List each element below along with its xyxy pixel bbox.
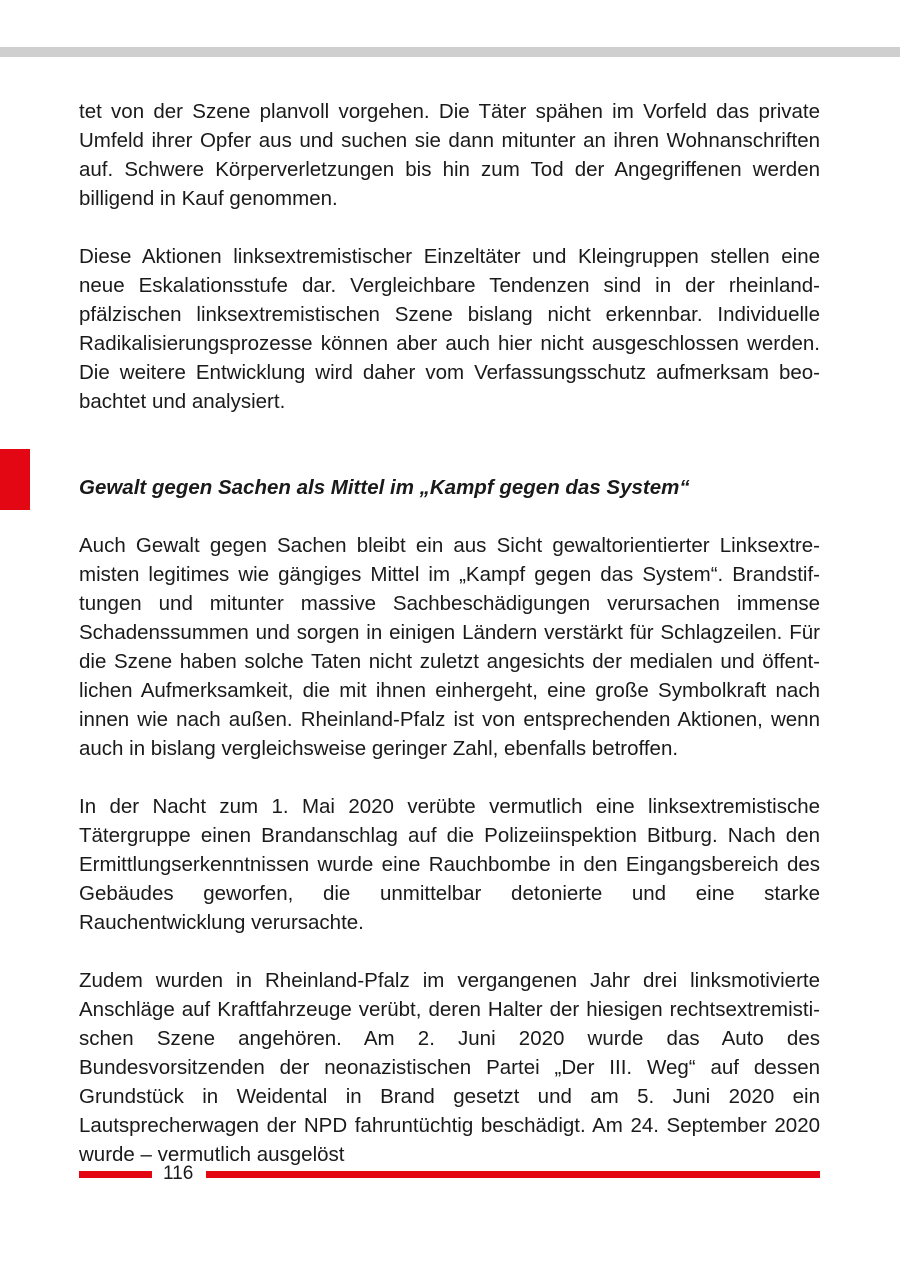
paragraph-3: Auch Gewalt gegen Sachen bleibt ein aus Sicht gewaltorientierter Linksextremisten legitimes wie gängiges Mittel im „Kampf gegen das System“. Brandstiftungen und mitunter massive Sachbeschädigungen verursachen immense Schadenssummen und sorgen in einigen Ländern verstärkt für Schlagzeilen. Für die Szene haben solche Taten nicht zuletzt angesichts der medialen und öffentlichen Aufmerksamkeit, die mit ihnen einhergeht, eine große Symbolkraft nach innen wie nach außen. Rheinland-Pfalz ist von entsprechenden Aktionen, wenn auch in bislang vergleichsweise geringer Zahl, ebenfalls betroffen. xyxy=(79,534,820,760)
header-rule xyxy=(0,47,900,57)
footer-rule-right xyxy=(206,1171,820,1178)
page-body xyxy=(79,97,820,1169)
paragraph-1: tet von der Szene planvoll vorgehen. Die Täter spähen im Vorfeld das private Umfeld ihrer Opfer aus und suchen sie dann mitunter an ihren Wohnanschriften auf. Schwere Körperverletzungen bis hin zum Tod der Angegriffenen werden billigend in Kauf genommen. xyxy=(79,100,820,210)
section-marker xyxy=(0,449,30,510)
paragraph-2: Diese Aktionen linksextremistischer Einzeltäter und Kleingruppen stellen eine neue Eskalationsstufe dar. Vergleichbare Tendenzen sind in der rheinlandpfälzischen linksextremistischen Szene bislang nicht erkennbar. Individuelle Radikalisierungsprozesse können aber auch hier nicht ausgeschlossen werden. Die weitere Entwicklung wird daher vom Verfassungsschutz aufmerksam beobachtet und analysiert. xyxy=(79,245,820,413)
section-heading: Gewalt gegen Sachen als Mittel im „Kampf gegen das System“ xyxy=(79,476,690,499)
footer-rule-left xyxy=(79,1171,152,1178)
page-number: 116 xyxy=(163,1163,194,1184)
paragraph-4: In der Nacht zum 1. Mai 2020 verübte vermutlich eine linksextremistische Tätergruppe einen Brandanschlag auf die Polizeiinspektion Bitburg. Nach den Ermittlungserkenntnissen wurde eine Rauchbombe in den Eingangsbereich des Gebäudes geworfen, die unmittelbar detonierte und eine starke Rauchentwicklung verursachte. xyxy=(79,795,820,934)
page-footer xyxy=(79,1162,820,1186)
paragraph-5: Zudem wurden in Rheinland-Pfalz im vergangenen Jahr drei linksmotivierte Anschläge auf Kraftfahrzeuge verübt, deren Halter der hiesigen rechtsextremistischen Szene angehören. Am 2. Juni 2020 wurde das Auto des Bundesvorsitzenden der neonazistischen Partei „Der III. Weg“ auf dessen Grundstück in Weidental in Brand gesetzt und am 5. Juni 2020 ein Lautsprecherwagen der NPD fahruntüchtig beschädigt. Am 24. September 2020 wurde – vermutlich ausgelöst xyxy=(79,969,820,1166)
